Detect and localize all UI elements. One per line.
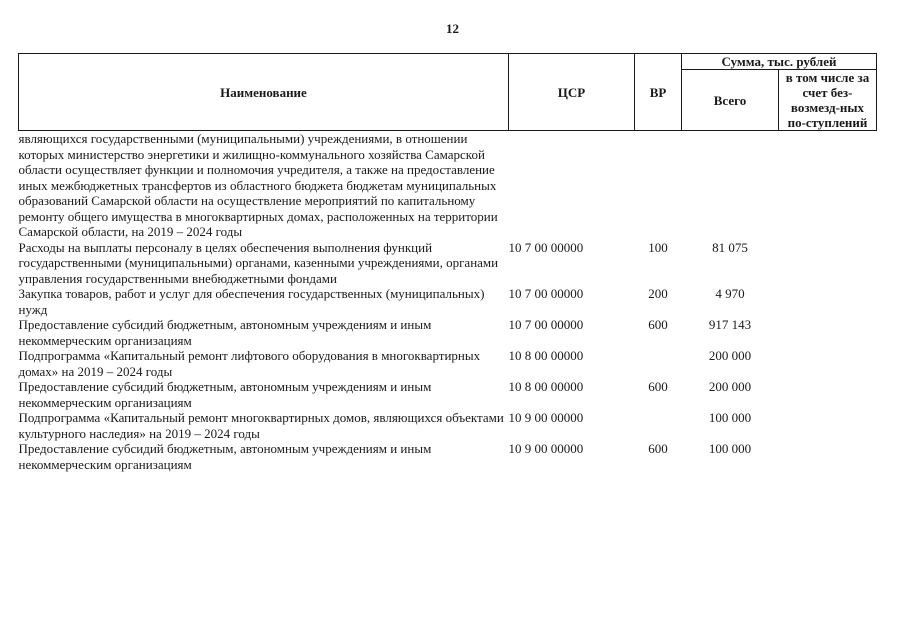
row-vr: 600 [648,317,668,332]
row-csr: 10 7 00 00000 [508,239,584,255]
row-total: 200 000 [708,379,752,394]
row-csr: 10 9 00 00000 [508,441,584,456]
row-name: Расходы на выплаты персоналу в целях обеспечения выполнения функций государственными (муниципальными) органами, казенными учреждениями, органами управления государственными внебюджетными фондами [18,239,499,286]
row-csr: 10 7 00 00000 [508,286,584,301]
table-row [19,131,877,240]
row-csr: 10 9 00 00000 [508,410,584,425]
row-vr: 200 [648,286,668,301]
row-free [779,317,877,348]
table-row [19,317,877,348]
header-total: Всего [682,70,779,131]
budget-table [18,53,877,472]
row-name: Подпрограмма «Капитальный ремонт многоквартирных домов, являющихся объектами культурного наследия» на 2019 – 2024 годы [18,410,504,441]
row-name: Предоставление субсидий бюджетным, автономным учреждениям и иным некоммерческим организациям [18,317,432,348]
row-total [682,131,779,240]
row-total: 917 143 [708,317,752,332]
table-row [19,348,877,379]
row-vr [635,410,682,441]
table-row [19,286,877,317]
row-csr [509,131,635,240]
row-vr: 600 [648,379,668,394]
row-name: Подпрограмма «Капитальный ремонт лифтового оборудования в многоквартирных домах» на 2019 – 2024 годы [18,348,481,379]
row-free [779,410,877,441]
row-total: 81 075 [712,239,748,255]
row-name: Закупка товаров, работ и услуг для обеспечения государственных (муниципальных) нужд [18,286,485,317]
header-free: в том числе за счет без-возмезд-ных по-ступлений [779,70,877,131]
row-csr: 10 7 00 00000 [508,317,584,332]
table-row [19,379,877,410]
header-name: Наименование [19,54,509,131]
row-total: 200 000 [708,348,752,363]
table-row [19,410,877,441]
table-body [19,131,877,473]
page-number: 12 [446,21,459,36]
row-vr: 100 [648,239,668,255]
row-free [779,240,877,287]
row-total: 4 970 [715,286,745,301]
row-free [779,441,877,472]
row-free [779,286,877,317]
row-free [779,379,877,410]
row-csr: 10 8 00 00000 [508,348,584,363]
row-total: 100 000 [708,441,752,456]
row-free [779,348,877,379]
header-vr: ВР [635,54,682,131]
table-row [19,240,877,287]
row-total: 100 000 [708,410,752,425]
header-csr: ЦСР [509,54,635,131]
row-free [779,131,877,240]
header-sum: Сумма, тыс. рублей [682,54,877,70]
row-name: Предоставление субсидий бюджетным, автономным учреждениям и иным некоммерческим организациям [18,379,432,410]
row-vr: 600 [648,441,668,456]
table-row [19,441,877,472]
row-name: являющихся государственными (муниципальными) учреждениями, в отношении которых министерство энергетики и жилищно-коммунального хозяйства Самарской области осуществляет функции и полномочия учредителя, а также на предоставление иных межбюджетных трансфертов из областного бюджета бюджетам муниципальных образований Самарской области на осуществление мероприятий по капитальному ремонту общего имущества в многоквартирных домах, расположенных на территории Самарской области, на 2019 – 2024 годы [18,131,498,239]
row-name: Предоставление субсидий бюджетным, автономным учреждениям и иным некоммерческим организациям [18,441,432,472]
row-vr [635,131,682,240]
row-csr: 10 8 00 00000 [508,379,584,394]
row-vr [635,348,682,379]
table-header [19,54,877,131]
